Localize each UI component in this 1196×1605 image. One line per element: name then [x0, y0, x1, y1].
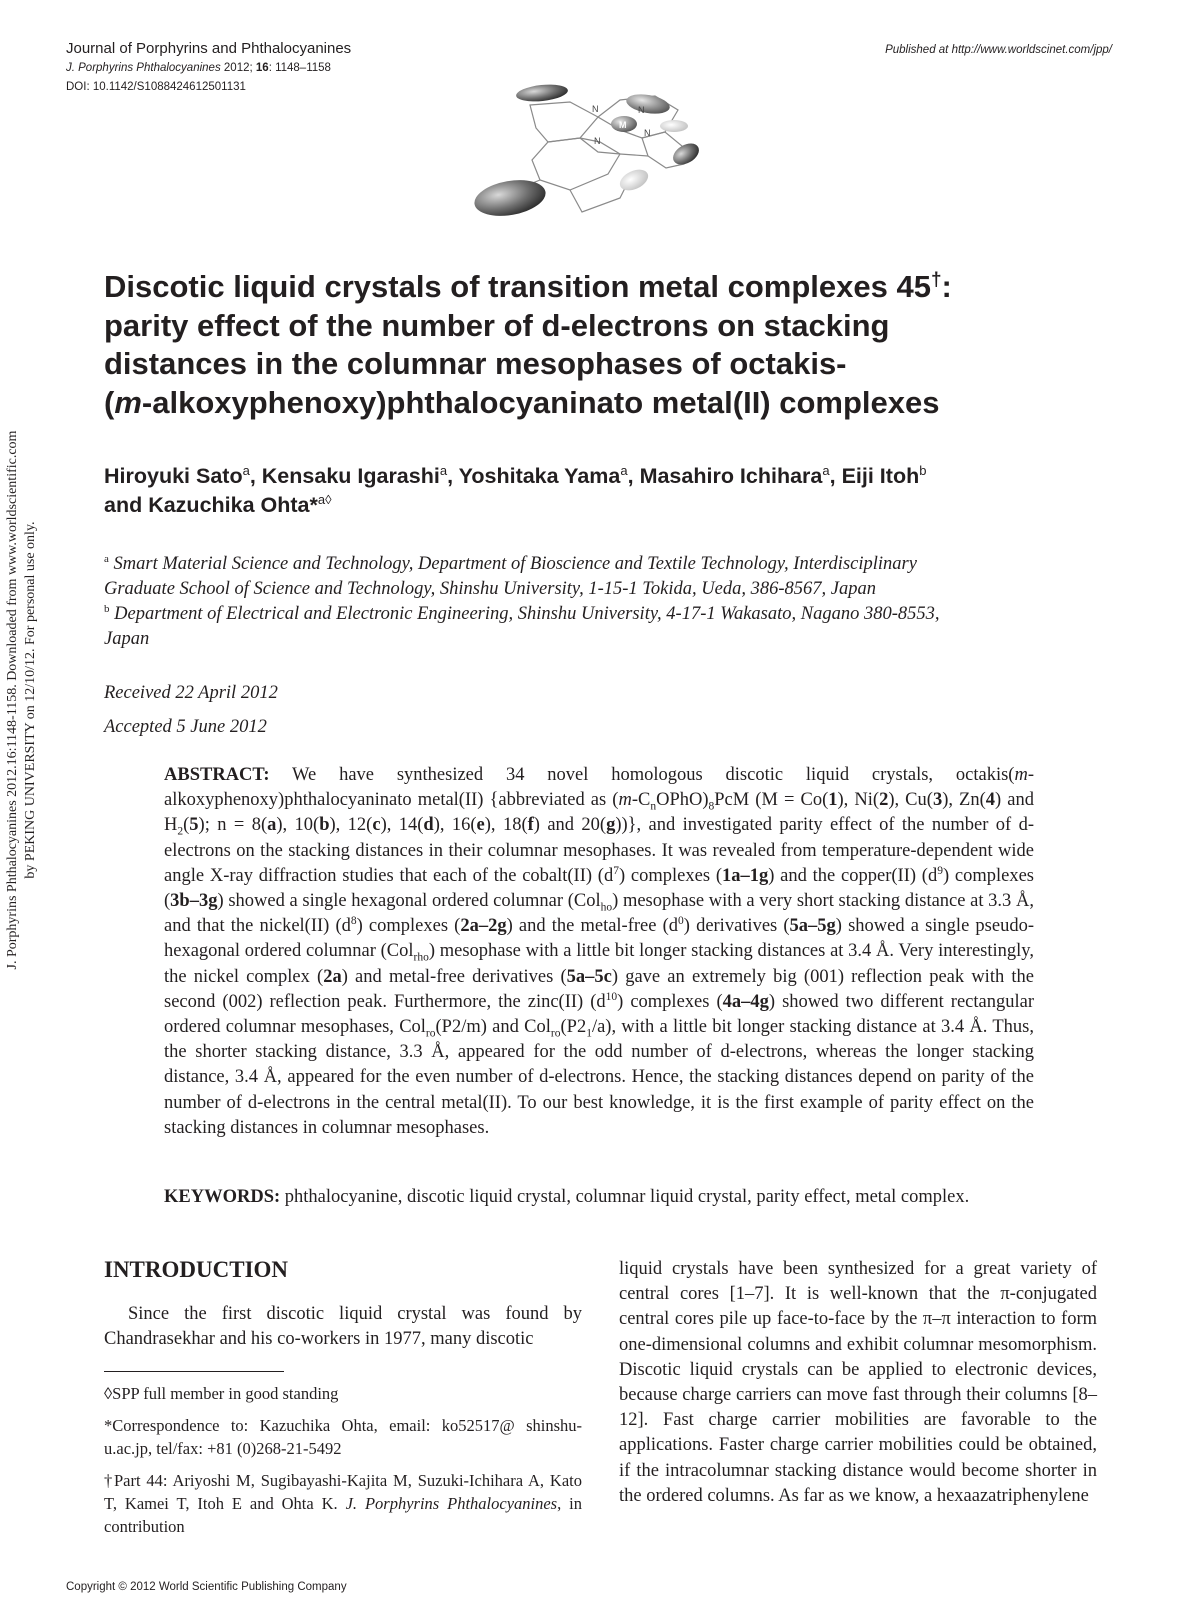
abstract-text: ( [183, 815, 190, 836]
journal-name: Journal of Porphyrins and Phthalocyanines [66, 40, 352, 57]
abstract-text: ) and metal-free derivatives ( [341, 966, 567, 987]
abstract-text: ) showed two different rectangular ordered columnar mesophases, Col [164, 991, 1034, 1038]
side-note-line-2: by PEKING UNIVERSITY on 12/10/12. For personal use only. [23, 521, 38, 879]
nitrogen-label: N [594, 136, 601, 146]
abstract-label: ABSTRACT: [164, 765, 270, 785]
abstract-text: ), Ni( [837, 790, 880, 811]
abstract-text: (P2 [560, 1017, 587, 1038]
abstract-text: ), Cu( [888, 790, 933, 811]
abstract-text: PcM (M = Co( [714, 790, 829, 811]
abstract-text: ) complexes ( [356, 916, 461, 937]
footnote-part44-journal: J. Porphyrins Phthalocyanines [345, 1494, 558, 1513]
title-dagger: † [930, 269, 942, 291]
abstract-text: ) and H [164, 790, 1034, 836]
author-separator: , [627, 464, 640, 488]
footnote-part44-text: †Part 44: Ariyoshi M, Sugibayashi-Kajita M, Suzuki-Ichihara A, Kato T, Kamei T, Itoh E and Ohta K. [104, 1471, 582, 1513]
citation-journal: J. Porphyrins Phthalocyanines [66, 62, 221, 74]
footnote-spp: ◊SPP full member in good standing [104, 1384, 339, 1403]
intro-paragraph-column-2: liquid crystals have been synthesized for a great variety of central cores [1–7]. It is well-known that the π-conjugated central cores pile up face-to-face by the π–π interaction to form one-dimensional columns and exhibit columnar mesomorphism. Discotic liquid crystals can be applied to electronic devices, because charge carriers can move fast through their columns [8–12]. Fast charge carrier mobilities are favorable to the applications. Faster charge carrier mobilities could be obtained, if the intracolumnar stacking distance would become shorter in the ordered columns. As far as we know, a hexaazatriphenylene [619, 1259, 1097, 1506]
abstract-text: OPhO) [656, 790, 709, 811]
abstract [164, 763, 1034, 1141]
title-line-1-end: : [941, 269, 952, 304]
abstract-subscript: 1 [586, 1027, 592, 1040]
compound-number: 4 [985, 790, 996, 811]
abstract-text: ) complexes ( [617, 991, 723, 1012]
author-affiliation-mark: a [439, 462, 448, 478]
abstract-text: ), 18( [484, 815, 528, 836]
affiliation-text: Smart Material Science and Technology, Department of Bioscience and Textile Technology, Interdisciplinary [113, 554, 917, 574]
download-side-note [4, 270, 48, 1130]
accepted-date: Accepted 5 June 2012 [104, 717, 267, 737]
abstract-text: ), Zn( [942, 790, 986, 811]
article-dates [104, 676, 278, 744]
published-at-link[interactable]: Published at http://www.worldscinet.com/jpp/ [885, 44, 1112, 56]
compound-number: 3 [932, 790, 943, 811]
compound-letter: g [606, 815, 616, 836]
abstract-italic: m [618, 790, 632, 811]
author: and Kazuchika Ohta* [104, 493, 318, 517]
abstract-text: ) complexes ( [164, 865, 1035, 912]
abstract-text: -alkoxyphenoxy)phthalocyaninato metal(II) {abbreviated as ( [164, 765, 1034, 811]
abstract-subscript: ro [550, 1027, 561, 1040]
abstract-text: -C [631, 790, 651, 811]
porphyrin-molecule-logo [470, 80, 730, 236]
compound-range: 2a–2g [460, 916, 507, 937]
footnote-divider [104, 1371, 284, 1372]
abstract-text: ), 14( [380, 815, 424, 836]
doi: DOI: 10.1142/S1088424612501131 [66, 81, 246, 93]
author-separator: , [249, 464, 262, 488]
section-heading-introduction: INTRODUCTION [104, 1257, 289, 1282]
abstract-superscript: 7 [613, 864, 619, 877]
nitrogen-label: N [638, 105, 645, 115]
abstract-text: ) and the copper(II) (d [768, 865, 938, 886]
received-date: Received 22 April 2012 [104, 683, 278, 703]
author-affiliation-mark: b [919, 462, 927, 478]
footnote-correspondence: *Correspondence to: Kazuchika Ohta, email: ko52517@ shinshu-u.ac.jp, tel/fax: +81 (0)268-21-5492 [104, 1416, 582, 1458]
compound-range: 3b–3g [170, 891, 218, 912]
author-separator: , [829, 464, 842, 488]
author-separator: , [447, 464, 459, 488]
author-affiliation-mark: a [620, 462, 628, 478]
abstract-text: ))}, and investigated parity effect of the number of d-electrons on the stacking distances in their columnar mesophases. It was revealed from temperature-dependent wide angle X-ray diffraction studies that each of the cobalt(II) (d [164, 815, 1035, 886]
affiliation-text: Department of Electrical and Electronic Engineering, Shinshu University, 4-17-1 Wakasato, Nagano 380-8553, [114, 604, 940, 624]
compound-range: 2a [323, 966, 342, 987]
abstract-subscript: 8 [708, 800, 715, 813]
author: Hiroyuki Sato [104, 464, 243, 488]
compound-number: 2 [879, 790, 889, 811]
abstract-text: ), 12( [329, 815, 373, 836]
abstract-italic: m [1014, 765, 1028, 785]
affiliation-a [104, 552, 1084, 577]
abstract-subscript: ho [600, 901, 613, 914]
abstract-superscript: 10 [605, 990, 618, 1003]
abstract-text: ) and the metal-free (d [506, 916, 679, 937]
compound-number: 1 [828, 790, 838, 811]
compound-letter: f [527, 815, 534, 836]
title-line-4-open: ( [104, 384, 115, 420]
citation-year: 2012; [223, 62, 253, 74]
abstract-text: (P2/m) and Col [435, 1017, 551, 1038]
author: Yoshitaka Yama [458, 464, 621, 488]
author-affiliation-mark: a◊ [317, 491, 332, 507]
abstract-subscript: n [650, 800, 657, 813]
compound-range: 5a–5c [566, 966, 612, 987]
nitrogen-label: N [592, 104, 599, 114]
abstract-text: /a), with a little bit longer stacking distance at 3.4 Å. Thus, the shorter stacking distance, 3.3 Å, appeared for the odd number of d-electrons, whereas the longer stacking distance, 3.4 Å, appeared for the even number of d-electrons. Hence, the stacking distances depend on parity of the number of d-electrons in the central metal(II). To our best knowledge, it is the first example of parity effect on the stacking distances in columnar mesophases. [164, 1017, 1034, 1138]
compound-letter: a [267, 815, 277, 836]
title-line-1: Discotic liquid crystals of transition metal complexes 45 [104, 269, 931, 304]
compound-range: 4a–4g [722, 991, 769, 1012]
abstract-subscript: 2 [177, 826, 184, 839]
affiliation-b [104, 602, 1084, 627]
footnote-part44-suffix: , in contribution [104, 1494, 582, 1536]
intro-paragraph-column-1: Since the first discotic liquid crystal was found by Chandrasekhar and his co-workers in 1977, many discotic [104, 1304, 582, 1350]
compound-letter: d [423, 815, 434, 836]
compound-range: 5a–5g [789, 916, 836, 937]
metal-label: M [619, 120, 627, 130]
affiliations [104, 552, 1084, 652]
abstract-text: ) and 20( [533, 815, 607, 836]
abstract-text: ) complexes ( [618, 865, 722, 886]
compound-range: 1a–1g [721, 865, 769, 886]
nitrogen-label: N [644, 128, 651, 138]
title-line-2: parity effect of the number of d-electrons on stacking [104, 307, 890, 343]
abstract-subscript: rho [413, 952, 429, 965]
compound-letter: b [319, 815, 330, 836]
abstract-superscript: 0 [678, 915, 684, 928]
abstract-text: ); n = 8( [198, 815, 268, 836]
abstract-text: ) mesophase with a little bit longer stacking distances at 3.4 Å. Very interestingly, the nickel complex ( [164, 941, 1034, 987]
title-line-4-rest: -alkoxyphenoxy)phthalocyaninato metal(II) complexes [141, 384, 940, 420]
abstract-text: We have synthesized 34 novel homologous discotic liquid crystals, octakis( [269, 765, 1015, 785]
side-note-line-1: J. Porphyrins Phthalocyanines 2012.16:1148-1158. Downloaded from www.worldscientific.com [5, 430, 20, 970]
copyright-notice: Copyright © 2012 World Scientific Publishing Company [66, 1581, 347, 1593]
footnote-part44 [104, 1469, 582, 1538]
title-line-3: distances in the columnar mesophases of octakis- [104, 346, 847, 381]
abstract-subscript: ro [425, 1027, 436, 1040]
author-affiliation-mark: a [242, 462, 250, 478]
compound-letter: c [372, 815, 381, 836]
keywords-label: KEYWORDS: [164, 1187, 281, 1207]
author-list [104, 462, 1084, 520]
author: Eiji Itoh [841, 464, 920, 488]
footnotes [104, 1382, 582, 1547]
title-line-4-italic: m [114, 384, 142, 420]
compound-letter: e [476, 815, 485, 836]
abstract-text: ) showed a single pseudo-hexagonal ordered columnar (Col [164, 916, 1034, 962]
affiliation-label: a [104, 552, 109, 565]
citation-volume: 16 [255, 62, 269, 74]
abstract-text: ) gave an extremely big (001) reflection peak with the second (002) reflection peak. Furthermore, the zinc(II) (d [164, 966, 1034, 1012]
abstract-text: ), 10( [276, 815, 320, 836]
abstract-superscript: 8 [350, 915, 357, 928]
affiliation-label: b [104, 602, 110, 615]
compound-number: 5 [189, 815, 199, 836]
affiliation-b-cont: Japan [104, 629, 150, 649]
author: Masahiro Ichihara [639, 464, 823, 488]
citation-pages: : 1148–1158 [268, 62, 331, 74]
abstract-text: ) mesophase with a very short stacking distance at 3.3 Å, and that the nickel(II) (d [164, 891, 1034, 937]
keywords-text: phthalocyanine, discotic liquid crystal, columnar liquid crystal, parity effect, metal complex. [280, 1187, 970, 1207]
abstract-text: ), 16( [433, 815, 477, 836]
abstract-text: ) showed a single hexagonal ordered columnar (Col [217, 891, 601, 912]
author: Kensaku Igarashi [261, 464, 440, 488]
article-title [104, 268, 1084, 422]
affiliation-a-cont: Graduate School of Science and Technology, Shinshu University, 1-15-1 Tokida, Ueda, 386-8567, Japan [104, 579, 876, 599]
keywords [164, 1185, 1064, 1210]
abstract-text: ) derivatives ( [683, 916, 790, 937]
abstract-superscript: 9 [937, 864, 943, 877]
author-affiliation-mark: a [822, 462, 830, 478]
journal-citation [66, 62, 331, 74]
